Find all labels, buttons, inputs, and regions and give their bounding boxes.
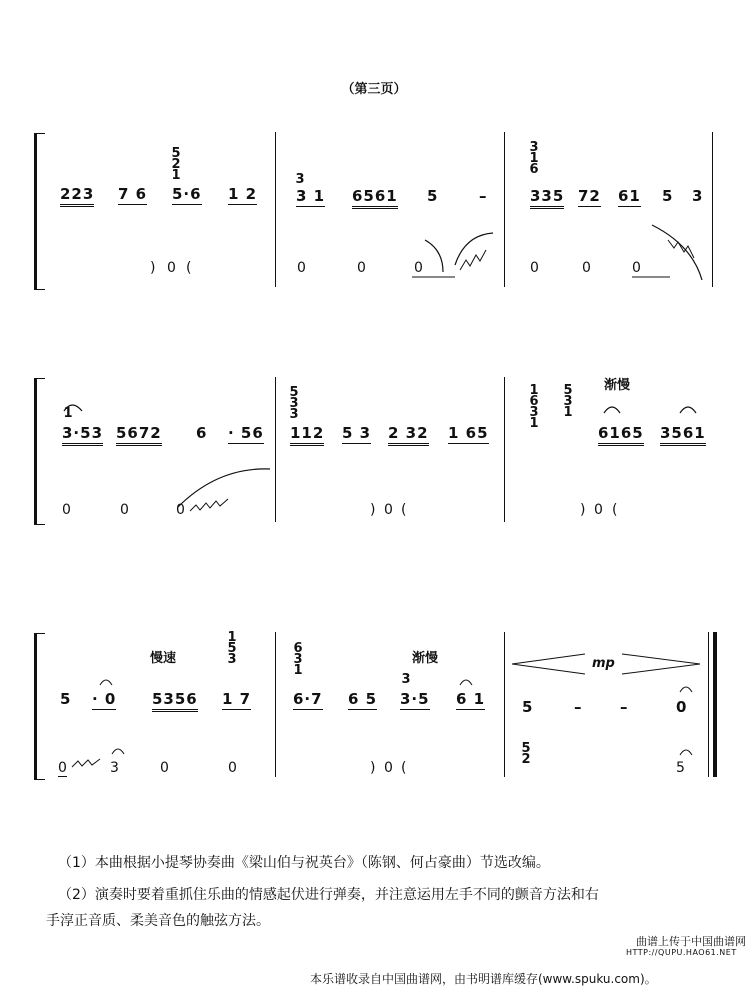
note-group: 61 (618, 187, 641, 205)
note-group: 1 7 (222, 690, 252, 708)
footnote-1: （1）本曲根据小提琴协奏曲《梁山伯与祝英台》（陈钢、何占豪曲）节选改编。 (58, 855, 550, 871)
note-group: 5 3 (342, 424, 372, 442)
rest: 0 (357, 260, 366, 276)
bracket-mark: ( (401, 760, 407, 776)
note: 0 (676, 698, 688, 716)
note-group: 1 65 (448, 424, 489, 442)
glissando-marks (0, 375, 748, 525)
note-group: 6 5 (348, 690, 378, 708)
rest: 0 (62, 502, 71, 518)
note-group: 3·5 (400, 690, 430, 708)
dynamic-marking: mp (592, 656, 615, 671)
footnote-2: （2）演奏时要着重抓住乐曲的情感起伏进行弹奏，并注意运用左手不同的颤音方法和右 (58, 887, 599, 903)
watermark-source: 本乐谱收录自中国曲谱网，由书明谱库缓存(www.spuku.com)。 (310, 972, 657, 986)
rest: 0 (414, 260, 423, 276)
chord-note: 1 (529, 383, 539, 398)
bracket-mark: ) (370, 760, 376, 776)
bracket-mark: ( (401, 502, 407, 518)
glissando-marks (0, 130, 748, 290)
rest: 0 (228, 760, 237, 776)
note-group: 6165 (598, 424, 644, 446)
tempo-marking: 渐慢 (604, 378, 631, 393)
chord-note: 6 (293, 641, 303, 656)
chord-note: 5 (171, 146, 181, 161)
chord-note: 3 (295, 172, 305, 187)
note-group: 7 6 (118, 185, 148, 203)
note: 5 (676, 760, 685, 776)
chord-note: 1 (529, 416, 539, 431)
chord-note: 5 (521, 741, 531, 756)
chord-note: 6 (529, 394, 539, 409)
note-group: · 56 (228, 424, 264, 442)
note-group: 3561 (660, 424, 706, 446)
note-group: · 0 (92, 690, 117, 708)
chord-note: 3 (293, 652, 303, 667)
watermark-url: HTTP://QUPU.HAO61.NET (626, 948, 737, 957)
chord-note: 3 (563, 394, 573, 409)
note-group: 6 1 (456, 690, 486, 708)
note: 5 (662, 187, 674, 205)
bracket-mark: ) (150, 260, 156, 276)
note: 5 (522, 698, 534, 716)
rest: 0 (384, 502, 393, 518)
chord-note: 1 (529, 151, 539, 166)
rest: 0 (530, 260, 539, 276)
note: 5 (60, 690, 72, 708)
score-system-1 (0, 130, 748, 290)
chord-note: 2 (521, 752, 531, 767)
note: 6 (196, 424, 208, 442)
score-system-3 (0, 630, 748, 780)
dynamics-and-marks (0, 630, 748, 780)
bracket-mark: ( (186, 260, 192, 276)
chord-note: 5 (563, 383, 573, 398)
note-group: 6561 (352, 187, 398, 209)
note-group: 72 (578, 187, 601, 205)
rest: 0 (176, 502, 185, 518)
chord-note: 1 (293, 663, 303, 678)
note-group: 5356 (152, 690, 198, 712)
chord-note: 3 (529, 140, 539, 155)
footnote-2-continued: 手淳正音质、柔美音色的触弦方法。 (46, 913, 270, 929)
note: 3 (110, 760, 119, 776)
note-group: 112 (290, 424, 324, 446)
note-group: 6·7 (293, 690, 323, 708)
chord-note: 1 (563, 405, 573, 420)
bracket-mark: ) (580, 502, 586, 518)
tempo-marking: 渐慢 (412, 651, 439, 666)
rest: 0 (160, 760, 169, 776)
chord-note: 1 (63, 406, 73, 421)
note: 5 (427, 187, 439, 205)
note-group: 3 1 (296, 187, 326, 205)
rest: 0 (58, 760, 67, 776)
note-group: 335 (530, 187, 564, 209)
chord-note: 6 (529, 162, 539, 177)
note-group: 5672 (116, 424, 162, 446)
rest: 0 (384, 760, 393, 776)
chord-note: 1 (227, 630, 237, 645)
chord-note: 2 (171, 157, 181, 172)
chord-note: 5 (289, 385, 299, 400)
tempo-marking: 慢速 (150, 651, 177, 666)
dash: – (574, 698, 583, 716)
chord-note: 3 (529, 405, 539, 420)
rest: 0 (297, 260, 306, 276)
page-title: （第三页） (341, 82, 407, 97)
watermark-upload: 曲谱上传于中国曲谱网 (636, 935, 746, 948)
score-system-2 (0, 375, 748, 525)
note-group: 3·53 (62, 424, 103, 446)
rest: 0 (582, 260, 591, 276)
bracket-mark: ( (612, 502, 618, 518)
note-group: 223 (60, 185, 94, 207)
rest: 0 (632, 260, 641, 276)
dash: – (620, 698, 629, 716)
dash: – (479, 187, 488, 205)
chord-note: 3 (227, 652, 237, 667)
chord-note: 1 (171, 168, 181, 183)
note-group: 5·6 (172, 185, 202, 203)
bracket-mark: ) (370, 502, 376, 518)
rest: 0 (120, 502, 129, 518)
rest: 0 (594, 502, 603, 518)
chord-note: 5 (227, 641, 237, 656)
note-group: 1 2 (228, 185, 258, 203)
note-group: 2 32 (388, 424, 429, 446)
rest: 0 (167, 260, 176, 276)
chord-note: 3 (289, 396, 299, 411)
chord-note: 3 (289, 407, 299, 422)
note: 3 (692, 187, 704, 205)
chord-note: 3 (401, 672, 411, 687)
